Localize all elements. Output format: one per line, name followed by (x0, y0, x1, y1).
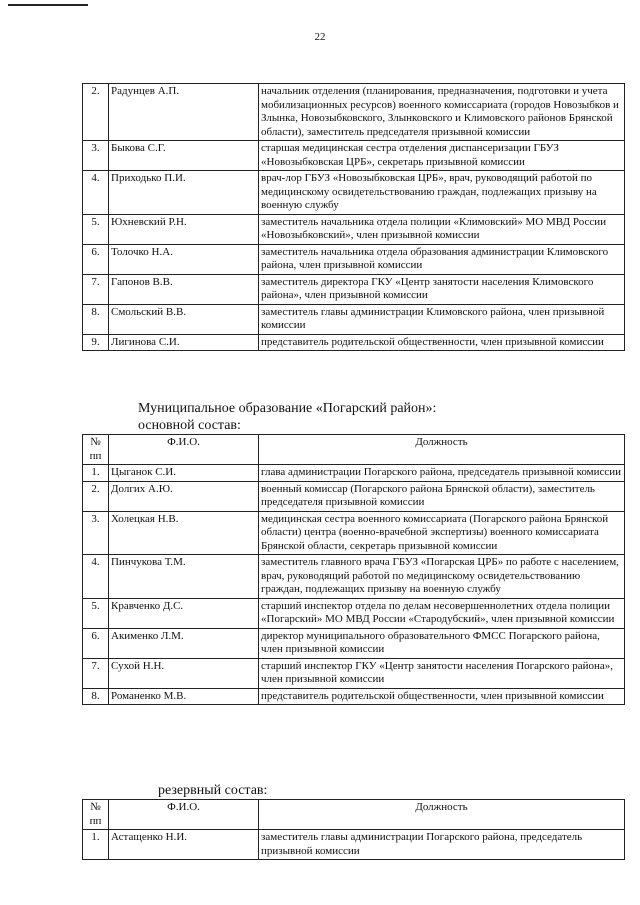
row-number: 1. (83, 465, 109, 482)
member-position: старшая медицинская сестра отделения диспансеризации ГБУЗ «Новозыбковская ЦРБ», секретарь призывной комиссии (259, 141, 625, 171)
row-number: 4. (83, 555, 109, 599)
member-name: Акименко Л.М. (109, 628, 259, 658)
top-rule (8, 4, 88, 6)
table-row (83, 171, 625, 215)
row-number: 2. (83, 481, 109, 511)
table-row (83, 141, 625, 171)
row-number: 4. (83, 171, 109, 215)
member-name: Долгих А.Ю. (109, 481, 259, 511)
table-row (83, 214, 625, 244)
table-row (83, 688, 625, 705)
member-name: Юхневский Р.Н. (109, 214, 259, 244)
table-row (83, 658, 625, 688)
row-number: 7. (83, 658, 109, 688)
table-header-row (83, 800, 625, 830)
commission-table-pogarsky-reserve (82, 799, 625, 860)
table-row (83, 628, 625, 658)
page-number: 22 (314, 31, 326, 43)
table-row (83, 465, 625, 482)
member-position: заместитель начальника отдела образования администрации Климовского района, член призывной комиссии (259, 244, 625, 274)
member-position: заместитель директора ГКУ «Центр занятости населения Климовского района», член призывной комиссии (259, 274, 625, 304)
member-position: директор муниципального образовательного ФМСС Погарского района, член призывной комиссии (259, 628, 625, 658)
member-name: Лигинова С.И. (109, 334, 259, 351)
member-position: заместитель главы администрации Погарского района, председатель призывной комиссии (259, 830, 625, 860)
table-row (83, 304, 625, 334)
table-row (83, 274, 625, 304)
commission-table-pogarsky-main (82, 434, 625, 705)
member-position: начальник отделения (планирования, предназначения, подготовки и учета мобилизационных ресурсов) военного комиссариата (городов Новозыбков и Злынка, Новозыбковского, Злынковского и Климовского районов Брянской области), заместитель председателя призывной комиссии (259, 84, 625, 141)
member-name: Гапонов В.В. (109, 274, 259, 304)
row-number: 6. (83, 628, 109, 658)
row-number: 2. (83, 84, 109, 141)
table-row (83, 511, 625, 555)
member-position: представитель родительской общественности, член призывной комиссии (259, 688, 625, 705)
header-position: Должность (259, 435, 625, 465)
row-number: 5. (83, 214, 109, 244)
header-name: Ф.И.О. (109, 800, 259, 830)
member-name: Смольский В.В. (109, 304, 259, 334)
member-name: Романенко М.В. (109, 688, 259, 705)
row-number: 1. (83, 830, 109, 860)
section-subtitle-main: основной состав: (138, 418, 241, 433)
table-header-row (83, 435, 625, 465)
table-row (83, 598, 625, 628)
member-position: глава администрации Погарского района, председатель призывной комиссии (259, 465, 625, 482)
member-name: Приходько П.И. (109, 171, 259, 215)
table-row (83, 481, 625, 511)
member-name: Астащенко Н.И. (109, 830, 259, 860)
member-position: врач-лор ГБУЗ «Новозыбковская ЦРБ», врач, руководящий работой по медицинскому освидетельствованию граждан, подлежащих призыву на военную службу (259, 171, 625, 215)
header-num: № пп (83, 435, 109, 465)
member-position: заместитель главы администрации Климовского района, член призывной комиссии (259, 304, 625, 334)
member-position: заместитель начальника отдела полиции «Климовский» МО МВД России «Новозыбковский», член призывной комиссии (259, 214, 625, 244)
member-position: заместитель главного врача ГБУЗ «Погарская ЦРБ» по работе с населением, врач, руководящий работой по медицинскому освидетельствованию граждан, подлежащих призыву на военную службу (259, 555, 625, 599)
section-title-pogarsky: Муниципальное образование «Погарский район»: (138, 401, 437, 416)
member-name: Быкова С.Г. (109, 141, 259, 171)
member-name: Кравченко Д.С. (109, 598, 259, 628)
table-row (83, 555, 625, 599)
row-number: 3. (83, 141, 109, 171)
member-name: Пинчукова Т.М. (109, 555, 259, 599)
header-position: Должность (259, 800, 625, 830)
member-name: Холецкая Н.В. (109, 511, 259, 555)
row-number: 6. (83, 244, 109, 274)
member-position: военный комиссар (Погарского района Брянской области), заместитель председателя призывной комиссии (259, 481, 625, 511)
member-position: старший инспектор отдела по делам несовершеннолетних отдела полиции «Погарский» МО МВД России «Стародубский», член призывной комиссии (259, 598, 625, 628)
member-position: старший инспектор ГКУ «Центр занятости населения Погарского района», член призывной комиссии (259, 658, 625, 688)
row-number: 8. (83, 688, 109, 705)
row-number: 3. (83, 511, 109, 555)
member-name: Сухой Н.Н. (109, 658, 259, 688)
header-num: № пп (83, 800, 109, 830)
row-number: 8. (83, 304, 109, 334)
member-position: представитель родительской общественности, член призывной комиссии (259, 334, 625, 351)
member-position: медицинская сестра военного комиссариата (Погарского района Брянской области) центра (военно-врачебной экспертизы) военного комиссариата Брянской области, секретарь призывной комиссии (259, 511, 625, 555)
table-row (83, 84, 625, 141)
row-number: 7. (83, 274, 109, 304)
member-name: Толочко Н.А. (109, 244, 259, 274)
member-name: Радунцев А.П. (109, 84, 259, 141)
table-row (83, 244, 625, 274)
row-number: 5. (83, 598, 109, 628)
header-name: Ф.И.О. (109, 435, 259, 465)
table-row (83, 830, 625, 860)
row-number: 9. (83, 334, 109, 351)
commission-table-klimovsky (82, 83, 625, 351)
section-subtitle-reserve: резервный состав: (158, 783, 268, 798)
table-row (83, 334, 625, 351)
member-name: Цыганок С.И. (109, 465, 259, 482)
